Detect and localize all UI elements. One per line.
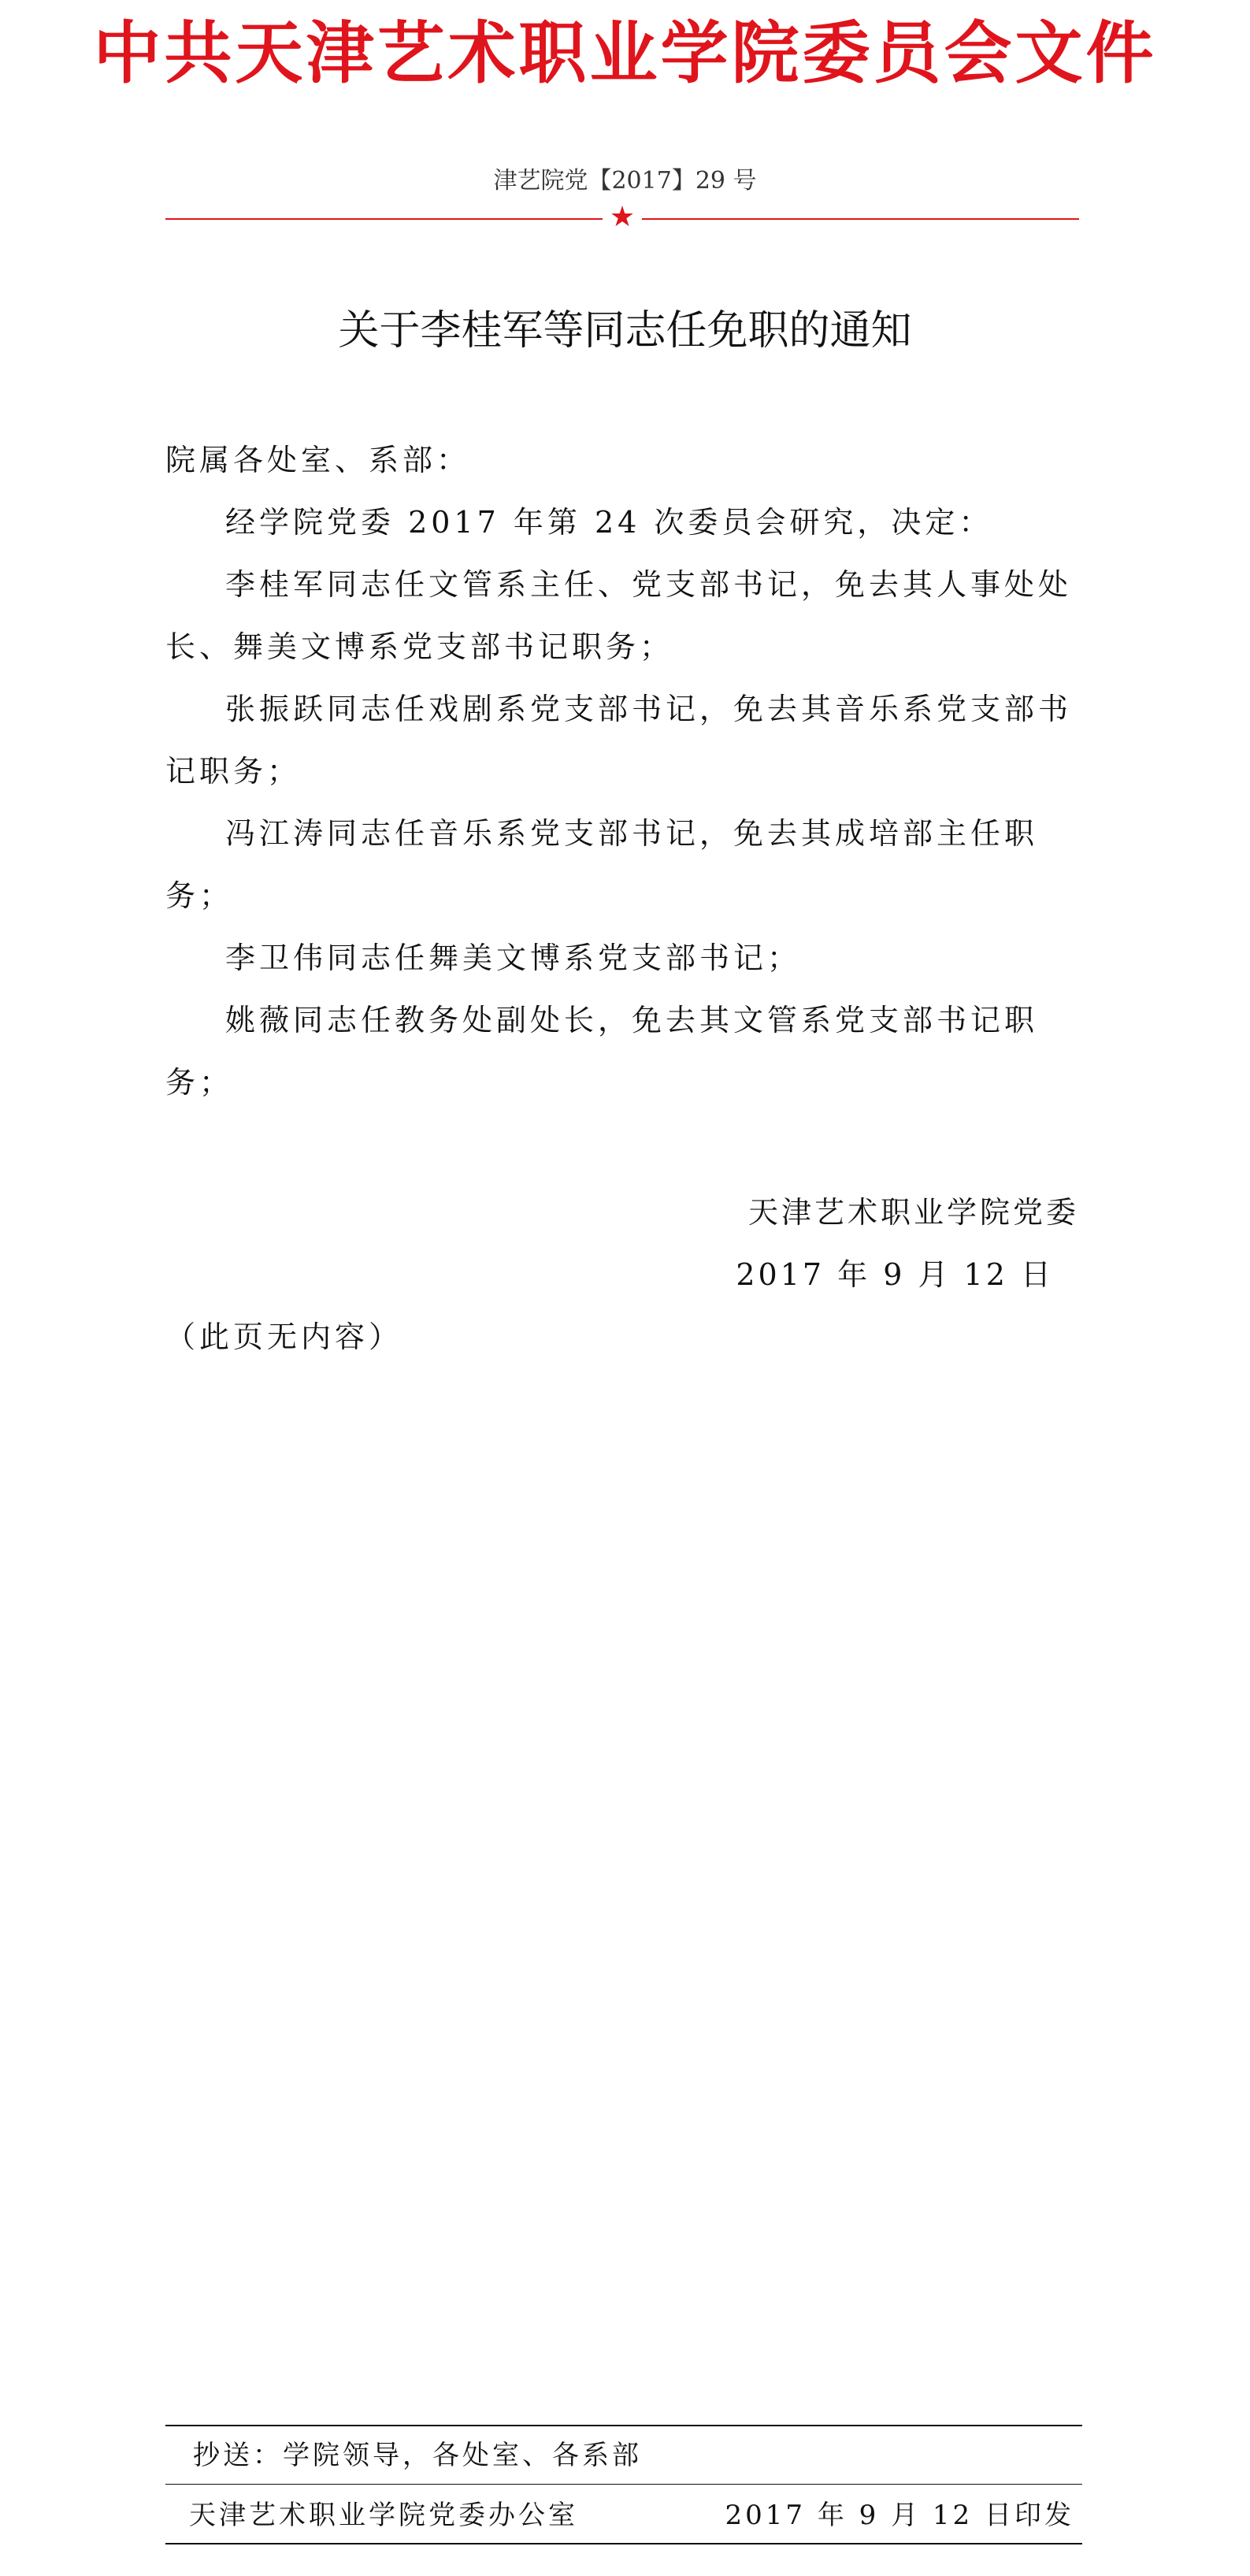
issue-date: 2017 年 9 月 12 日印发 <box>725 2500 1074 2531</box>
notice-title: 关于李桂军等同志任免职的通知 <box>338 307 912 354</box>
blank-page-note: （此页无内容） <box>165 1320 403 1354</box>
distribution-footer <box>165 2425 1082 2551</box>
star-icon: ★ <box>609 201 636 233</box>
document-number: 津艺院党【2017】29 号 <box>493 167 757 195</box>
body-paragraph: 张振跃同志任戏剧系党支部书记，免去其音乐系党支部书记职务； <box>165 692 1073 789</box>
issuing-office: 天津艺术职业学院党委办公室 <box>189 2500 578 2531</box>
footer-top-rule <box>165 2425 1082 2426</box>
red-divider <box>165 201 1079 233</box>
footer-bottom-rule <box>165 2543 1082 2544</box>
body-paragraph: 经学院党委 2017 年第 24 次委员会研究，决定： <box>225 505 993 540</box>
signature-block <box>693 1182 1103 1306</box>
red-divider-right-line <box>642 218 1079 220</box>
masthead-title: 中共天津艺术职业学院委员会文件 <box>93 14 1157 93</box>
body-paragraph: 姚薇同志任教务处副处长，免去其文管系党支部书记职务； <box>165 1003 1039 1100</box>
salutation: 院属各处室、系部： <box>165 443 471 477</box>
notice-body <box>165 429 1095 1114</box>
signature-organization: 天津艺术职业学院党委 <box>747 1195 1079 1230</box>
red-divider-left-line <box>165 218 603 220</box>
footer-middle-rule <box>165 2484 1082 2485</box>
signature-date: 2017 年 9 月 12 日 <box>736 1257 1054 1292</box>
body-paragraph: 李桂军同志任文管系主任、党支部书记，免去其人事处处长、舞美文博系党支部书记职务； <box>165 567 1073 664</box>
cc-line: 抄送：学院领导，各处室、各系部 <box>193 2440 642 2471</box>
body-paragraph: 冯江涛同志任音乐系党支部书记，免去其成培部主任职务； <box>165 816 1039 913</box>
body-paragraph: 李卫伟同志任舞美文博系党支部书记； <box>225 941 802 975</box>
